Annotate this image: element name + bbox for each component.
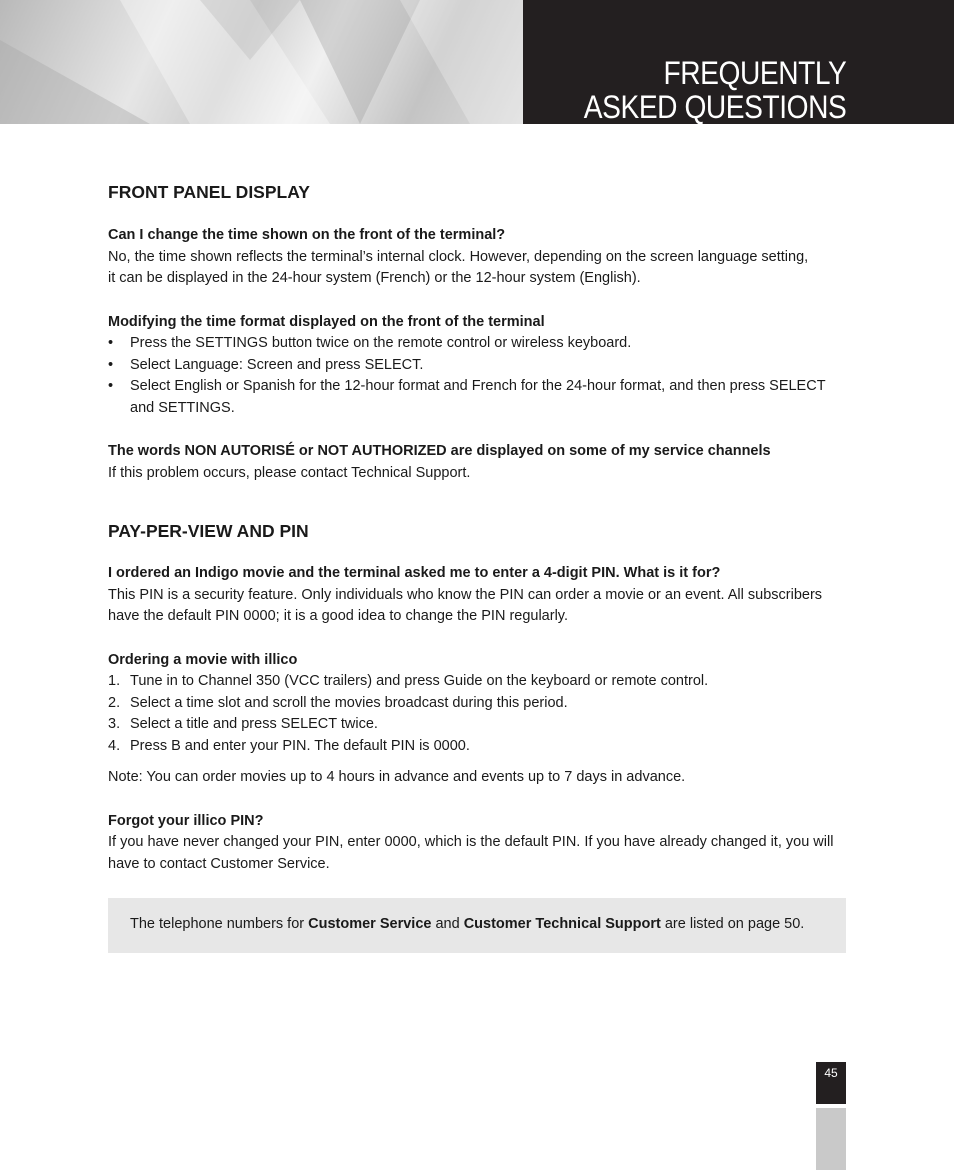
answer-change-time-line2: it can be displayed in the 24-hour system (French) or the 12-hour system (English). xyxy=(108,270,641,286)
info-box-middle: and xyxy=(431,916,464,932)
page-title-line1: FREQUENTLY xyxy=(663,55,846,91)
page-title xyxy=(583,56,846,124)
list-item: 1. Tune in to Channel 350 (VCC trailers) and press Guide on the keyboard or remote control. xyxy=(108,673,709,689)
time-format-steps xyxy=(108,333,848,419)
list-item: • Press the SETTINGS button twice on the remote control or wireless keyboard. xyxy=(108,335,632,351)
list-item: • Select Language: Screen and press SELECT. xyxy=(108,356,424,373)
question-time-format: Modifying the time format displayed on the front of the terminal xyxy=(108,313,545,330)
answer-pin-purpose-line1: This PIN is a security feature. Only individuals who know the PIN can order a movie or an event. All subscribers xyxy=(108,586,823,603)
ordering-note: Note: You can order movies up to 4 hours in advance and events up to 7 days in advance. xyxy=(108,769,686,785)
info-box-suffix: are listed on page 50. xyxy=(660,916,805,932)
ordering-steps xyxy=(108,671,848,757)
answer-pin-purpose-line2: have the default PIN 0000; it is a good idea to change the PIN regularly. xyxy=(108,608,568,624)
list-item: • Select English or Spanish for the 12-hour format and French for the 24-hour format, and then press SELECT and SETTINGS. xyxy=(108,378,826,416)
list-item: 3. Select a title and press SELECT twice. xyxy=(108,716,378,732)
list-item: 2. Select a time slot and scroll the movies broadcast during this period. xyxy=(108,694,568,711)
question-change-time: Can I change the time shown on the front of the terminal? xyxy=(108,227,506,243)
page-number: 45 xyxy=(816,1062,846,1104)
question-ordering-movie: Ordering a movie with illico xyxy=(108,651,298,668)
section-heading-ppv: PAY-PER-VIEW AND PIN xyxy=(108,521,309,541)
telephone-info-box xyxy=(108,898,846,953)
answer-not-authorized: If this problem occurs, please contact Technical Support. xyxy=(108,464,471,481)
question-forgot-pin: Forgot your illico PIN? xyxy=(108,812,264,829)
question-not-authorized: The words NON AUTORISÉ or NOT AUTHORIZED are displayed on some of my service channels xyxy=(108,443,771,459)
list-item: 4. Press B and enter your PIN. The default PIN is 0000. xyxy=(108,737,470,754)
info-box-prefix: The telephone numbers for xyxy=(130,916,309,932)
faq-content xyxy=(108,178,848,875)
section-heading-front-panel: FRONT PANEL DISPLAY xyxy=(108,182,310,202)
question-pin-purpose: I ordered an Indigo movie and the terminal asked me to enter a 4-digit PIN. What is it for? xyxy=(108,565,721,581)
answer-forgot-pin-line2: have to contact Customer Service. xyxy=(108,855,330,872)
answer-forgot-pin-line1: If you have never changed your PIN, enter 0000, which is the default PIN. If you have already changed it, you will xyxy=(108,834,834,850)
info-box-technical-support: Customer Technical Support xyxy=(463,916,661,932)
geometric-pattern xyxy=(0,0,523,124)
page-edge-tab xyxy=(816,1108,846,1170)
info-box-customer-service: Customer Service xyxy=(308,916,432,932)
header-decorative-graphic xyxy=(0,0,523,124)
page-title-line2: ASKED QUESTIONS xyxy=(583,89,846,125)
answer-change-time-line1: No, the time shown reflects the terminal’s internal clock. However, depending on the screen language setting, xyxy=(108,248,809,265)
